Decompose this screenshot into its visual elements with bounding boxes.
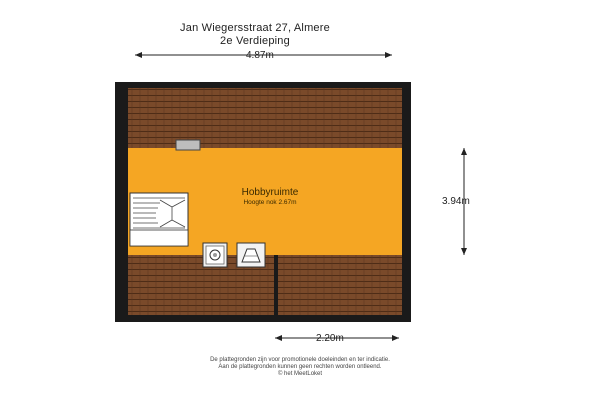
address-title: Jan Wiegersstraat 27, Almere [180, 22, 330, 34]
room-ridge-height: Hoogte nok 2.67m [243, 199, 297, 206]
roof-slope-bottom-right [278, 255, 402, 315]
dimension-label-bottom: 2.20m [316, 333, 344, 344]
skylight [176, 140, 200, 150]
disclaimer-line-2: Aan de plattegronden kunnen geen rechten worden ontleend. [218, 364, 382, 370]
floor-title: 2e Verdieping [220, 35, 290, 47]
disclaimer-line-1: De plattegronden zijn voor promotionele doeleinden en ter indicatie. [210, 357, 390, 363]
dimension-label-right: 3.94m [442, 196, 470, 207]
roof-slope-top [128, 88, 402, 148]
room-name: Hobbyruimte [241, 187, 299, 198]
washing-machine-icon [203, 243, 227, 267]
wall-divider [274, 255, 278, 315]
dimension-label-top: 4.87m [246, 50, 274, 61]
dryer-icon [237, 243, 265, 267]
copyright-line: © het MeetLoket [277, 371, 323, 377]
staircase [130, 193, 188, 246]
